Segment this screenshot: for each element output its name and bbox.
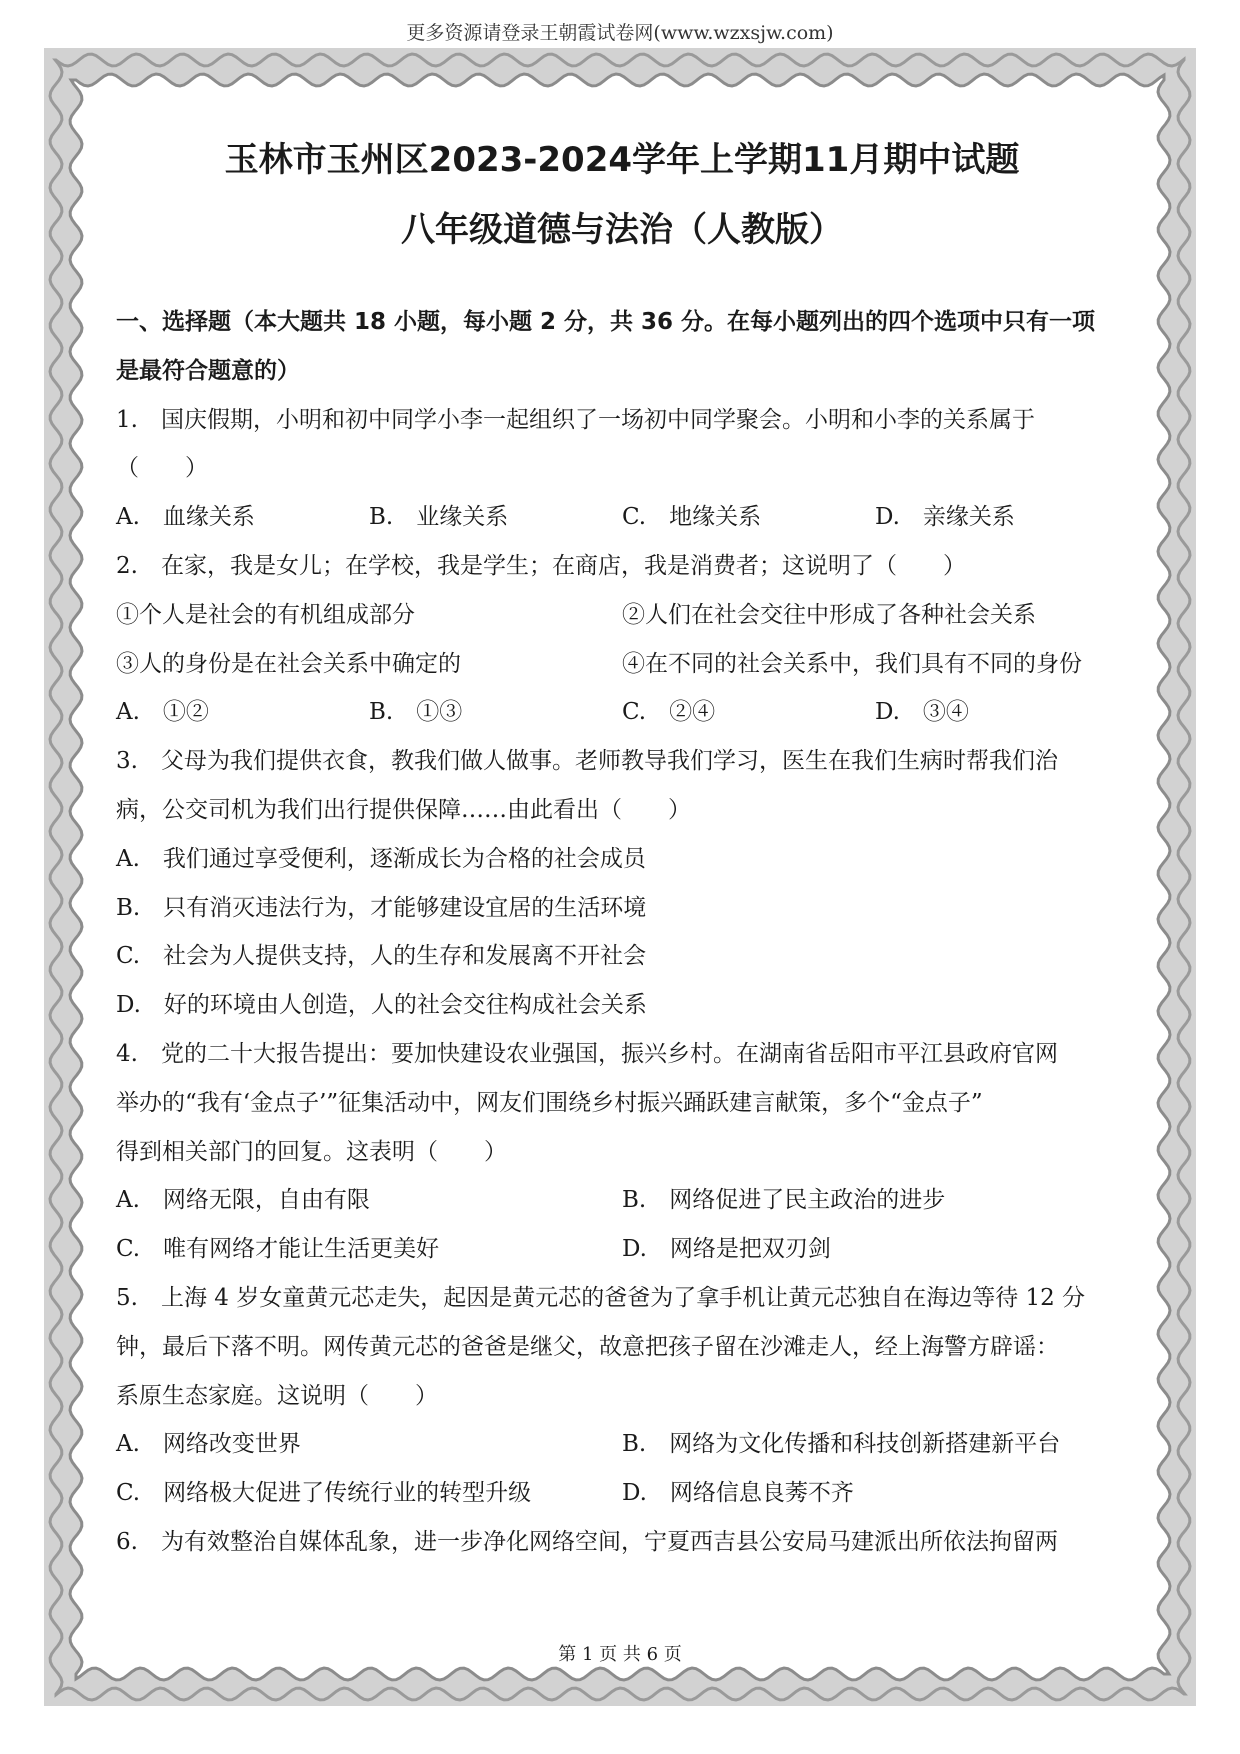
question-5-stem-cont: 钟，最后下落不明。网传黄元芯的爸爸是继父，故意把孩子留在沙滩走人，经上海警方辟谣： [116, 1333, 1059, 1360]
option-d: D. 网络是把双刃剑 [622, 1236, 831, 1263]
option-b: B. 网络为文化传播和科技创新搭建新平台 [622, 1431, 1061, 1458]
option-a: A. 我们通过享受便利，逐渐成长为合格的社会成员 [116, 845, 646, 872]
question-3-stem: 3. 父母为我们提供衣食，教我们做人做事。老师教导我们学习，医生在我们生病时帮我们治 [116, 748, 1058, 775]
question-5-options-row1 [116, 1420, 1128, 1469]
statement-1: ①个人是社会的有机组成部分 [116, 601, 415, 628]
option-c: C. 网络极大促进了传统行业的转型升级 [116, 1480, 532, 1507]
option-d: D. 网络信息良莠不齐 [622, 1480, 854, 1507]
option-c: C. 地缘关系 [622, 504, 762, 531]
watermark-text: 更多资源请登录王朝霞试卷网(www.wzxsjw.com) [406, 22, 834, 44]
option-c: C. 唯有网络才能让生活更美好 [116, 1236, 440, 1263]
question-4-stem-end: 得到相关部门的回复。这表明（ ） [116, 1138, 507, 1165]
question-1-stem: 1. 国庆假期，小明和初中同学小李一起组织了一场初中同学聚会。小明和小李的关系属于 [116, 406, 1035, 433]
question-2-statements-row2 [116, 640, 1128, 689]
option-b: B. 只有消灭违法行为，才能够建设宜居的生活环境 [116, 894, 647, 921]
question-2-options [116, 688, 1128, 737]
section-heading: 一、选择题（本大题共 18 小题，每小题 2 分，共 36 分。在每小题列出的四个选项中只有一项 [116, 309, 1096, 335]
question-2-statements-row1 [116, 591, 1128, 640]
option-a: A. 血缘关系 [116, 504, 255, 531]
option-b: B. 业缘关系 [369, 504, 509, 531]
question-4-options-row1 [116, 1176, 1128, 1225]
option-b: B. ①③ [369, 699, 463, 726]
section-heading-cont: 是最符合题意的） [116, 357, 300, 384]
question-5-options-row2 [116, 1469, 1128, 1518]
question-5-stem: 5. 上海 4 岁女童黄元芯走失，起因是黄元芯的爸爸为了拿手机让黄元芯独自在海边等待 12 分 [116, 1284, 1086, 1311]
question-section [116, 298, 1128, 1567]
exam-title: 玉林市玉州区2023-2024学年上学期11月期中试题 [224, 140, 1020, 180]
question-1-options [116, 493, 1128, 542]
question-5-stem-end: 系原生态家庭。这说明（ ） [116, 1382, 438, 1409]
question-1-blank: （ ） [116, 455, 208, 482]
question-4-stem-cont: 举办的“我有‘金点子’”征集活动中，网友们围绕乡村振兴踊跃建言献策，多个“金点子” [116, 1089, 983, 1116]
page-footer: 第 1 页 共 6 页 [558, 1644, 682, 1665]
option-c: C. 社会为人提供支持，人的生存和发展离不开社会 [116, 943, 647, 970]
option-d: D. 好的环境由人创造，人的社会交往构成社会关系 [116, 992, 647, 1019]
option-b: B. 网络促进了民主政治的进步 [622, 1187, 946, 1214]
statement-4: ④在不同的社会关系中，我们具有不同的身份 [622, 650, 1082, 677]
question-3-stem-cont: 病，公交司机为我们出行提供保障……由此看出（ ） [116, 796, 691, 823]
option-d: D. 亲缘关系 [875, 504, 1015, 531]
exam-page [116, 140, 1128, 1567]
option-c: C. ②④ [622, 699, 716, 726]
question-4-options-row2 [116, 1225, 1128, 1274]
question-2-stem: 2. 在家，我是女儿；在学校，我是学生；在商店，我是消费者；这说明了（ ） [116, 552, 966, 579]
question-6-stem: 6. 为有效整治自媒体乱象，进一步净化网络空间，宁夏西吉县公安局马建派出所依法拘留两 [116, 1528, 1058, 1555]
exam-subtitle: 八年级道德与法治（人教版） [401, 210, 843, 250]
option-d: D. ③④ [875, 699, 969, 726]
statement-3: ③人的身份是在社会关系中确定的 [116, 650, 461, 677]
option-a: A. 网络改变世界 [116, 1431, 301, 1458]
option-a: A. ①② [116, 699, 209, 726]
question-4-stem: 4. 党的二十大报告提出：要加快建设农业强国，振兴乡村。在湖南省岳阳市平江县政府官网 [116, 1040, 1058, 1067]
statement-2: ②人们在社会交往中形成了各种社会关系 [622, 601, 1036, 628]
option-a: A. 网络无限，自由有限 [116, 1187, 370, 1214]
